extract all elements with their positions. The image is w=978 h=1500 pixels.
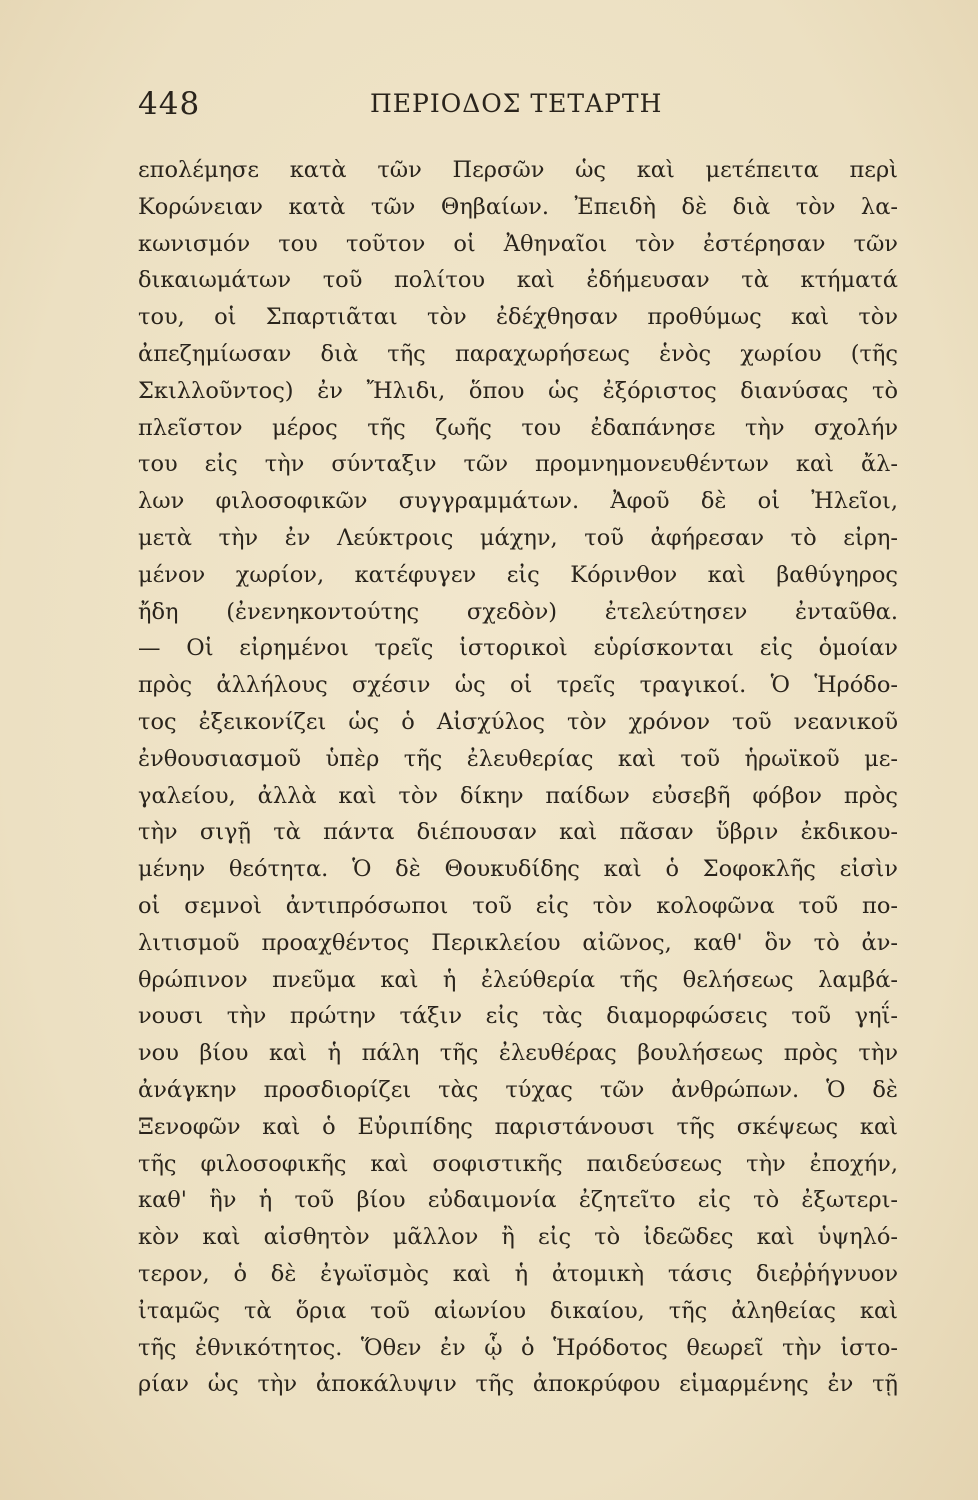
text-line: ἀνάγκην προσδιορίζει τὰς τύχας τῶν ἀνθρώπων. Ὁ δὲ: [138, 1076, 898, 1103]
text-line: Κορώνειαν κατὰ τῶν Θηβαίων. Ἐπειδὴ δὲ διὰ τὸν λα-: [138, 193, 898, 220]
text-line: μένην θεότητα. Ὁ δὲ Θουκυδίδης καὶ ὁ Σοφοκλῆς εἰσὶν: [138, 856, 898, 883]
text-line: τος ἐξεικονίζει ὡς ὁ Αἰσχύλος τὸν χρόνον τοῦ νεανικοῦ: [138, 708, 898, 735]
text-line: μένον χωρίον, κατέφυγεν εἰς Κόρινθον καὶ βαθύγηρος: [138, 561, 898, 588]
text-line: κὸν καὶ αἰσθητὸν μᾶλλον ἢ εἰς τὸ ἰδεῶδες καὶ ὑψηλό-: [138, 1224, 898, 1251]
text-line: λων φιλοσοφικῶν συγγραμμάτων. Ἀφοῦ δὲ οἱ Ἠλεῖοι,: [138, 488, 898, 515]
text-line: θρώπινον πνεῦμα καὶ ἡ ἐλεύθερία τῆς θελήσεως λαμβά-: [138, 966, 898, 993]
text-line: τὴν σιγῇ τὰ πάντα διέπουσαν καὶ πᾶσαν ὕβριν ἐκδικου-: [138, 819, 898, 846]
text-line: ἰταμῶς τὰ ὅρια τοῦ αἰωνίου δικαίου, τῆς ἀληθείας καὶ: [138, 1297, 898, 1324]
text-line: μετὰ τὴν ἐν Λεύκτροις μάχην, τοῦ ἀφήρεσαν τὸ εἰρη-: [138, 524, 898, 551]
text-line: του, οἱ Σπαρτιᾶται τὸν ἐδέχθησαν προθύμως καὶ τὸν: [138, 304, 898, 331]
text-line: λιτισμοῦ προαχθέντος Περικλείου αἰῶνος, καθ' ὃν τὸ ἀν-: [138, 929, 898, 956]
text-line: τῆς ἐθνικότητος. Ὅθεν ἐν ᾧ ὁ Ἡρόδοτος θεωρεῖ τὴν ἱστο-: [138, 1334, 898, 1361]
text-line: Ξενοφῶν καὶ ὁ Εὐριπίδης παριστάνουσι τῆς σκέψεως καὶ: [138, 1113, 898, 1140]
text-line: Σκιλλοῦντος) ἐν Ἤλιδι, ὅπου ὡς ἐξόριστος διανύσας τὸ: [138, 377, 898, 404]
text-line: του εἰς τὴν σύνταξιν τῶν προμνημονευθέντων καὶ ἄλ-: [138, 451, 898, 478]
text-line: τῆς φιλοσοφικῆς καὶ σοφιστικῆς παιδεύσεως τὴν ἐποχήν,: [138, 1150, 898, 1177]
text-line: επολέμησε κατὰ τῶν Περσῶν ὡς καὶ μετέπειτα περὶ: [138, 157, 898, 183]
text-line: πρὸς ἀλλήλους σχέσιν ὡς οἱ τρεῖς τραγικοί. Ὁ Ἡρόδο-: [138, 672, 898, 699]
text-line: κωνισμόν του τοῦτον οἱ Ἀθηναῖοι τὸν ἐστέρησαν τῶν: [138, 230, 898, 257]
text-line: γαλείου, ἀλλὰ καὶ τὸν δίκην παίδων εὐσεβῆ φόβον πρὸς: [138, 782, 898, 809]
text-line: δικαιωμάτων τοῦ πολίτου καὶ ἐδήμευσαν τὰ κτήματά: [138, 267, 898, 294]
text-line: οἱ σεμνοὶ ἀντιπρόσωποι τοῦ εἰς τὸν κολοφῶνα τοῦ πο-: [138, 892, 898, 919]
text-line: ἀπεζημίωσαν διὰ τῆς παραχωρήσεως ἑνὸς χωρίου (τῆς: [138, 340, 898, 367]
text-line: πλεῖστον μέρος τῆς ζωῆς του ἐδαπάνησε τὴν σχολήν: [138, 414, 898, 441]
page-number: 448: [138, 86, 201, 122]
running-title: ΠΕΡΙΟΔΟΣ ΤΕΤΑΡΤΗ: [370, 89, 663, 118]
text-line: — Οἱ εἰρημένοι τρεῖς ἱστορικοὶ εὑρίσκονται εἰς ὁμοίαν: [138, 635, 898, 662]
text-line: ρίαν ὡς τὴν ἀποκάλυψιν τῆς ἀποκρύφου εἱμαρμένης ἐν τῇ: [138, 1371, 898, 1398]
text-line: καθ' ἣν ἡ τοῦ βίου εὐδαιμονία ἐζητεῖτο εἰς τὸ ἐξωτερι-: [138, 1187, 898, 1214]
text-line: νουσι τὴν πρώτην τάξιν εἰς τὰς διαμορφώσεις τοῦ γηΐ-: [138, 1003, 898, 1030]
text-line: νου βίου καὶ ἡ πάλη τῆς ἐλευθέρας βουλήσεως πρὸς τὴν: [138, 1040, 898, 1067]
text-line: τερον, ὁ δὲ ἐγωϊσμὸς καὶ ἡ ἀτομικὴ τάσις διεῤῥήγνυον: [138, 1260, 898, 1287]
text-line: ἐνθουσιασμοῦ ὑπὲρ τῆς ἐλευθερίας καὶ τοῦ ἡρωϊκοῦ με-: [138, 745, 898, 772]
text-line: ἤδη (ἐνενηκοντούτης σχεδὸν) ἐτελεύτησεν ἐνταῦθα.: [138, 598, 898, 625]
page-header: [138, 86, 898, 126]
body-text: [138, 152, 898, 1403]
